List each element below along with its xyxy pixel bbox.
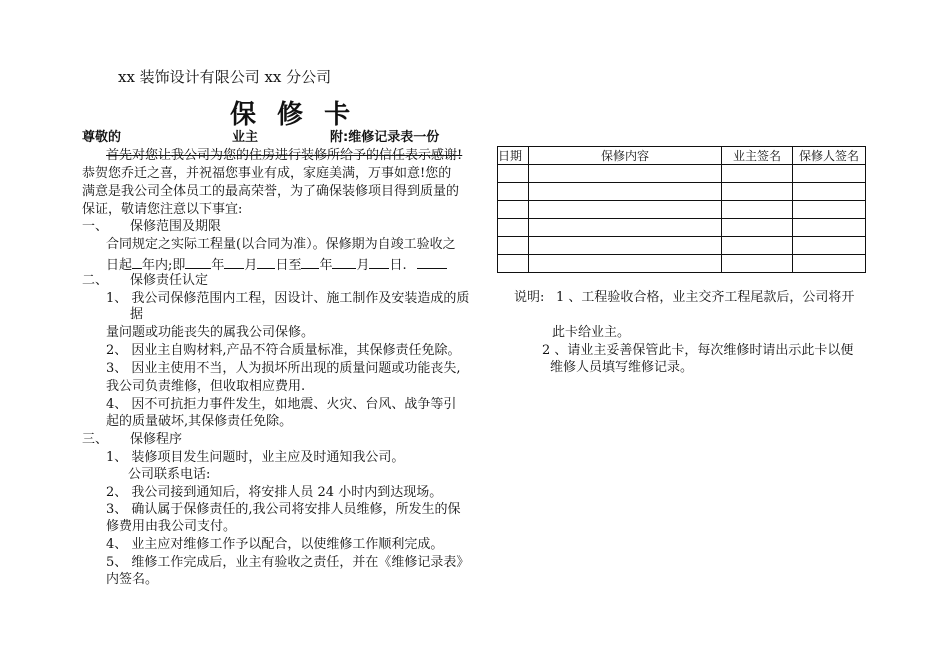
cell-repairer-signature[interactable] (793, 255, 866, 273)
table-row (498, 165, 866, 183)
section-1-number: 一、 (82, 219, 109, 234)
blank-end-year[interactable] (301, 255, 319, 269)
section-3-item-4: 4、 业主应对维修工作予以配合，以使维修工作顺利完成。 (106, 537, 444, 552)
cell-date[interactable] (498, 255, 529, 273)
blank-years[interactable] (132, 255, 142, 269)
blank-end-month[interactable] (332, 255, 356, 269)
intro-line-3: 满意是我公司全体员工的最高荣誉，为了确保装修项目得到质量的 (82, 184, 460, 199)
section-2-item-4: 4、 因不可抗拒力事件发生，如地震、火灾、台风、战争等引 (106, 397, 457, 412)
table-row (498, 219, 866, 237)
cell-repairer-signature[interactable] (793, 183, 866, 201)
blank-trailing[interactable] (417, 255, 447, 269)
unit-year-2: 年 (319, 258, 333, 273)
table-row (498, 255, 866, 273)
cell-owner-signature[interactable] (722, 183, 793, 201)
table-row (498, 201, 866, 219)
note-1: 1 、工程验收合格，业主交齐工程尾款后，公司将开 (556, 290, 855, 305)
section-3-item-5: 5、 维修工作完成后，业主有验收之责任，并在《维修记录表》 (106, 555, 470, 570)
note-2-cont: 维修人员填写维修记录。 (550, 360, 694, 375)
table-row (498, 237, 866, 255)
intro-line-2: 恭贺您乔迁之喜，并祝福您事业有成，家庭美满，万事如意!您的 (82, 166, 452, 181)
section-3-item-1: 1、 装修项目发生问题时，业主应及时通知我公司。 (106, 450, 405, 465)
section-3-item-2: 2、 我公司接到通知后，将安排人员 24 小时内到达现场。 (106, 485, 443, 500)
note-1-cont: 此卡给业主。 (552, 325, 631, 340)
section-3-item-5-cont: 内签名。 (106, 572, 159, 587)
header-content: 保修内容 (529, 147, 722, 165)
cell-owner-signature[interactable] (722, 219, 793, 237)
blank-start-month[interactable] (224, 255, 244, 269)
table-row (498, 183, 866, 201)
header-date: 日期 (498, 147, 529, 165)
cell-date[interactable] (498, 219, 529, 237)
section-3-title: 保修程序 (130, 432, 183, 447)
cell-repairer-signature[interactable] (793, 165, 866, 183)
cell-owner-signature[interactable] (722, 165, 793, 183)
section-2-number: 二、 (82, 273, 109, 288)
cell-content[interactable] (529, 237, 722, 255)
note-2: 2 、请业主妥善保管此卡，每次维修时请出示此卡以便 (542, 343, 854, 358)
section-1-title: 保修范围及期限 (130, 219, 222, 234)
section-2-item-3: 3、 因业主使用不当，人为损坏所出现的质量问题或功能丧失, (106, 361, 461, 376)
cell-date[interactable] (498, 201, 529, 219)
period-start: 日起 (106, 258, 133, 273)
section-2-item-1-wrap: 据 (130, 307, 144, 322)
company-phone-label: 公司联系电话: (128, 467, 211, 482)
section-3-item-3: 3、 确认属于保修责任的,我公司将安排人员维修，所发生的保 (106, 502, 461, 517)
blank-start-year[interactable] (185, 255, 211, 269)
section-3-number: 三、 (82, 432, 109, 447)
cell-repairer-signature[interactable] (793, 237, 866, 255)
header-owner-signature: 业主签名 (722, 147, 793, 165)
notes-label: 说明: (514, 290, 545, 305)
section-2-item-1: 1、 我公司保修范围内工程，因设计、施工制作及安装造成的质 (106, 291, 470, 306)
section-1-line-1: 合同规定之实际工程量(以合同为准）。保修期为自竣工验收之 (106, 237, 456, 252)
section-2-item-1-cont: 量问题或功能丧失的属我公司保修。 (106, 325, 315, 340)
cell-content[interactable] (529, 183, 722, 201)
cell-repairer-signature[interactable] (793, 201, 866, 219)
cell-date[interactable] (498, 165, 529, 183)
cell-content[interactable] (529, 165, 722, 183)
cell-owner-signature[interactable] (722, 201, 793, 219)
section-2-title: 保修责任认定 (130, 273, 209, 288)
section-2-item-4-cont: 起的质量破坏,其保修责任免除。 (106, 414, 293, 429)
unit-day-end: 日. (389, 258, 407, 273)
cell-owner-signature[interactable] (722, 255, 793, 273)
cell-content[interactable] (529, 201, 722, 219)
cell-repairer-signature[interactable] (793, 219, 866, 237)
intro-line-4: 保证，敬请您注意以下事宜: (82, 202, 243, 217)
cell-owner-signature[interactable] (722, 237, 793, 255)
section-2-item-2: 2、 因业主自购材料,产品不符合质量标准，其保修责任免除。 (106, 343, 461, 358)
blank-end-day[interactable] (369, 255, 389, 269)
unit-month-1: 月 (244, 258, 258, 273)
section-3-item-3-cont: 修费用由我公司支付。 (106, 519, 237, 534)
blank-start-day[interactable] (257, 255, 275, 269)
greeting-respect: 尊敬的 (82, 130, 122, 145)
section-2-item-3-cont: 我公司负责维修，但收取相应费用. (106, 379, 306, 394)
table-header-row (498, 147, 866, 165)
unit-day-to: 日至 (275, 258, 302, 273)
cell-date[interactable] (498, 183, 529, 201)
period-years: 年内;即 (142, 258, 186, 273)
unit-month-2: 月 (356, 258, 370, 273)
greeting-owner: 业主 (232, 130, 259, 145)
warranty-period-line (106, 255, 447, 274)
cell-content[interactable] (529, 255, 722, 273)
header-repairer-signature: 保修人签名 (793, 147, 866, 165)
unit-year-1: 年 (211, 258, 225, 273)
maintenance-record-table (497, 146, 866, 273)
cell-date[interactable] (498, 237, 529, 255)
cell-content[interactable] (529, 219, 722, 237)
attachment-note: 附:维修记录表一份 (330, 130, 440, 145)
page-title: 保 修 卡 (230, 100, 357, 130)
intro-line-1: 首先对您让我公司为您的住房进行装修所给予的信任表示感谢! (106, 148, 463, 163)
company-name: xx 装饰设计有限公司 xx 分公司 (118, 68, 332, 86)
